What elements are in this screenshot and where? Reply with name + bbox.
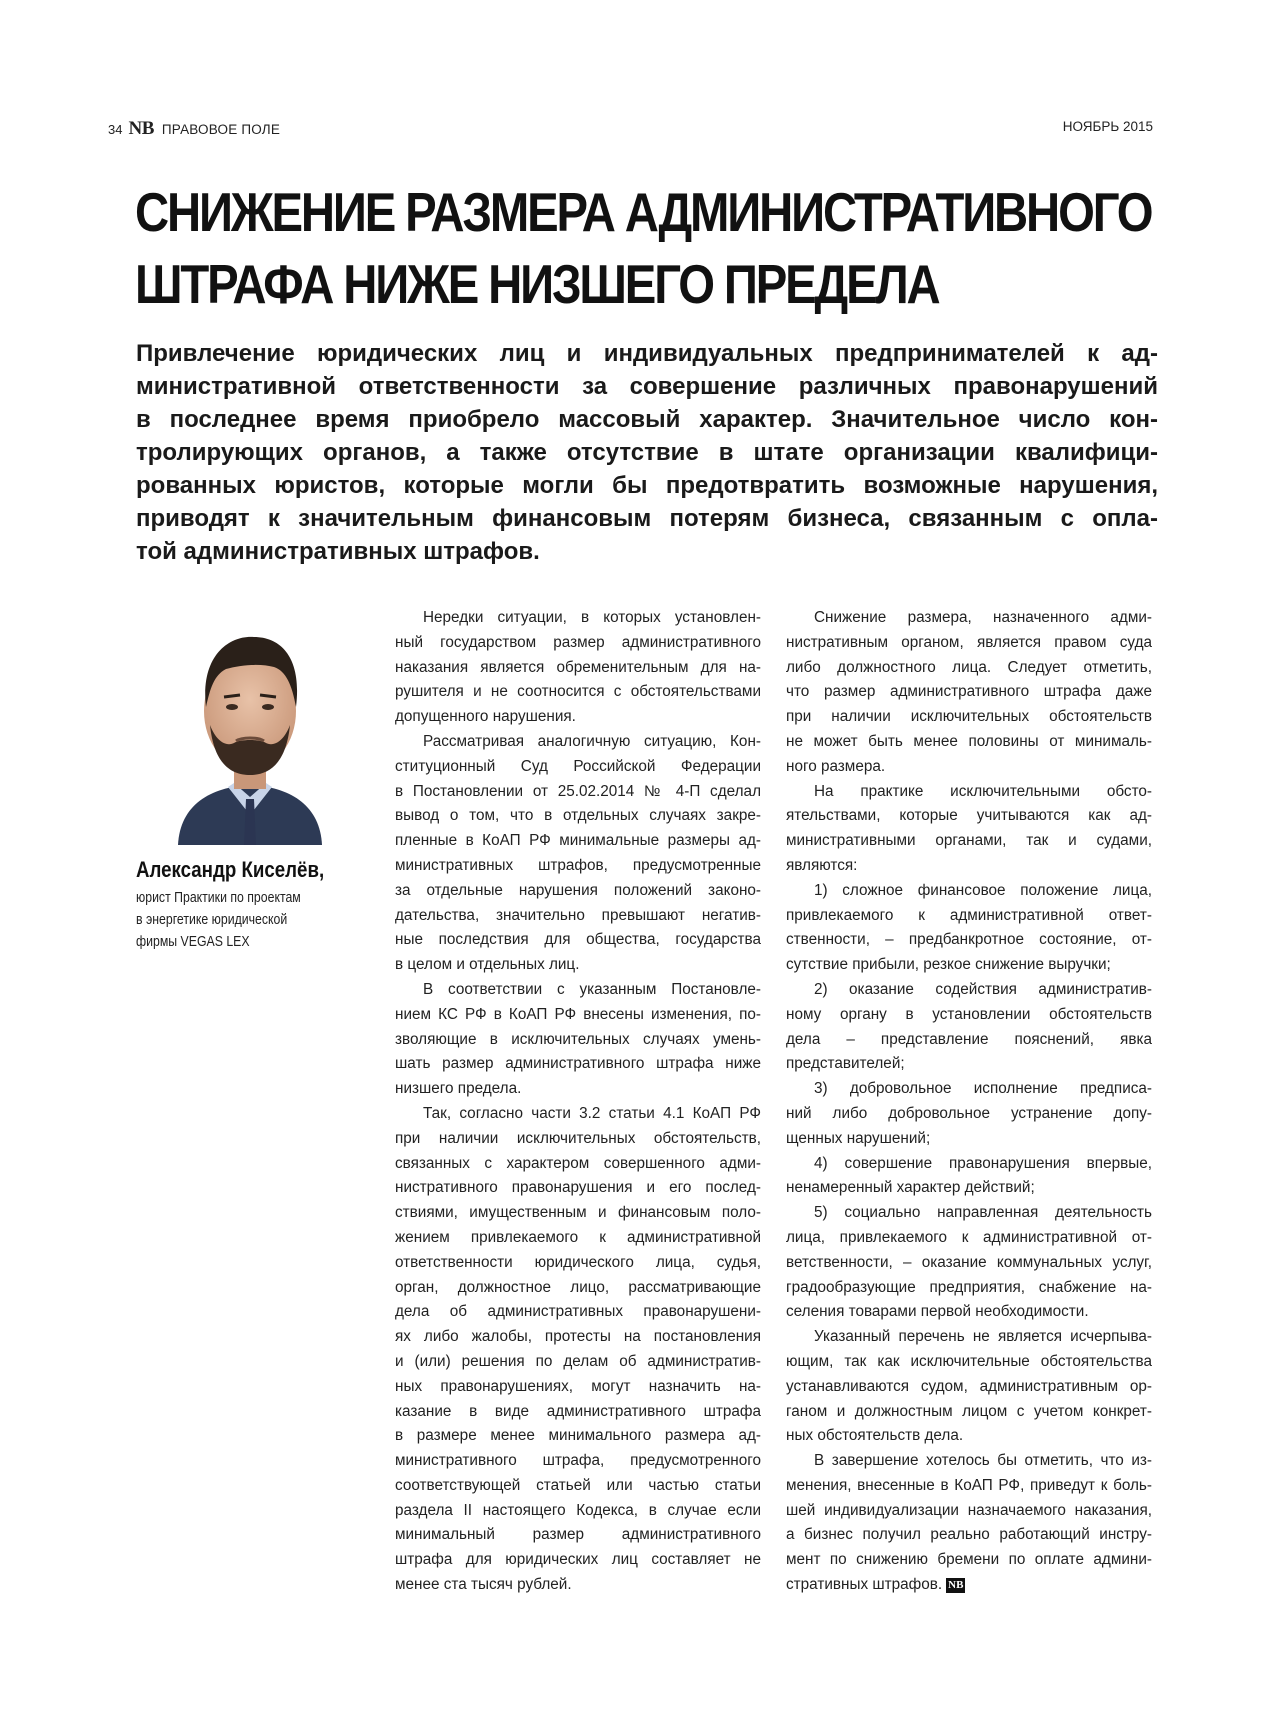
body-line: в Постановлении от 25.02.2014 № 4-П сделал	[395, 782, 761, 800]
body-line: ганом и должностным лицом с учетом конкрет-	[786, 1402, 1152, 1420]
body-line: при наличии исключительных обстоятельств	[786, 708, 1152, 726]
body-line: допущенного нарушения.	[395, 708, 576, 726]
body-line: 4) совершение правонарушения впервые,	[814, 1154, 1152, 1172]
body-line: стративных штрафов. NB	[786, 1576, 964, 1594]
article-lead	[136, 337, 1158, 568]
body-line: при наличии исключительных обстоятельств,	[395, 1129, 761, 1147]
body-line: Так, согласно части 3.2 статьи 4.1 КоАП РФ	[423, 1104, 761, 1122]
issue-date: НОЯБРЬ 2015	[1062, 119, 1153, 134]
body-line: привлекаемого к административной ответ-	[786, 906, 1152, 924]
body-line: ствиями, имущественным и финансовым поло-	[395, 1204, 761, 1222]
author-role-line: юрист Практики по проектам	[136, 889, 301, 906]
body-line: менения, внесенные в КоАП РФ, приведут к боль-	[786, 1476, 1152, 1494]
article-title	[135, 176, 1152, 320]
body-line: что размер административного штрафа даже	[786, 683, 1152, 701]
body-line: а бизнес получил реально работающий инстру-	[786, 1526, 1152, 1544]
body-line: ному органу в установлении обстоятельств	[786, 1005, 1152, 1023]
body-line: либо должностного лица. Следует отметить,	[786, 658, 1152, 676]
body-line: ний либо добровольное устранение допу-	[786, 1104, 1152, 1122]
body-line: ответственности юридического лица, судья,	[395, 1253, 761, 1271]
title-line: СНИЖЕНИЕ РАЗМЕРА АДМИНИСТРАТИВНОГО	[135, 181, 1152, 243]
body-line: раздела II настоящего Кодекса, в случае если	[395, 1501, 761, 1519]
body-line: ный государством размер административного	[395, 633, 761, 651]
body-column-1	[395, 606, 761, 1598]
body-line: казание в виде административного штрафа	[395, 1402, 761, 1420]
body-line: дательства, значительно превышают негатив-	[395, 906, 761, 924]
body-line: ных обстоятельств дела.	[786, 1427, 964, 1445]
end-of-article-mark: NB	[948, 1579, 964, 1592]
nb-logo: NB	[128, 118, 154, 139]
lead-line: тролирующих органов, а также отсутствие в штате организации квалифици-	[136, 439, 1158, 466]
body-line: нистративным органом, является правом суда	[786, 633, 1152, 651]
author-role-line: фирмы VEGAS LEX	[136, 933, 250, 950]
body-line: ющим, так как исключительные обстоятельства	[786, 1352, 1152, 1370]
page-header	[108, 118, 1153, 138]
body-line: градообразующие предприятия, снабжение на-	[786, 1278, 1152, 1296]
body-line: 1) сложное финансовое положение лица,	[814, 881, 1152, 899]
body-line: ветственности, – оказание коммунальных услуг,	[786, 1253, 1152, 1271]
body-line: наказания является обременительным для на-	[395, 658, 761, 676]
body-line: зволяющие в исключительных случаях умень-	[395, 1030, 761, 1048]
body-line: министративных штрафов, предусмотренные	[395, 856, 761, 874]
body-line: вывод о том, что в отдельных случаях закре-	[395, 807, 761, 825]
body-line: щенных нарушений;	[786, 1129, 931, 1147]
body-line: 3) добровольное исполнение предписа-	[814, 1080, 1152, 1098]
header-left	[108, 118, 280, 140]
body-line: мент по снижению бремени по оплате админи-	[786, 1551, 1152, 1569]
body-line: нистративного правонарушения и его послед-	[395, 1179, 761, 1197]
lead-line: той административных штрафов.	[136, 538, 540, 565]
body-line: шать размер административного штрафа ниже	[395, 1055, 761, 1073]
body-line: ных правонарушениях, могут назначить на-	[395, 1377, 761, 1395]
body-line: дела – представление пояснений, явка	[786, 1030, 1152, 1048]
body-line: В завершение хотелось бы отметить, что из-	[814, 1452, 1152, 1470]
body-line: Снижение размера, назначенного адми-	[814, 609, 1152, 626]
body-line: менее ста тысяч рублей.	[395, 1576, 572, 1594]
body-line: ненамеренный характер действий;	[786, 1179, 1035, 1197]
body-line: орган, должностное лицо, рассматривающие	[395, 1278, 761, 1296]
body-line: дела об административных правонарушени-	[395, 1303, 761, 1321]
body-line: за отдельные нарушения положений законо-	[395, 881, 761, 899]
lead-line: в последнее время приобрело массовый характер. Значительное число кон-	[136, 406, 1158, 433]
body-line: ституционный Суд Российской Федерации	[395, 757, 761, 775]
body-line: Нередки ситуации, в которых установлен-	[423, 609, 761, 626]
body-line: не может быть менее половины от минималь-	[786, 732, 1152, 750]
body-line: 5) социально направленная деятельность	[814, 1204, 1152, 1222]
body-line: сутствие прибыли, резкое снижение выручки;	[786, 956, 1111, 974]
body-line: рушителя и не соотносится с обстоятельствами	[395, 683, 761, 701]
page-number: 34	[108, 122, 123, 137]
body-line: и (или) решения по делам об административ-	[395, 1352, 761, 1370]
body-line: селения товарами первой необходимости.	[786, 1303, 1089, 1321]
body-line: В соответствии с указанным Постановле-	[423, 980, 761, 998]
author-role	[136, 887, 349, 953]
section-title: ПРАВОВОЕ ПОЛЕ	[161, 122, 281, 137]
body-line: 2) оказание содействия административ-	[814, 980, 1152, 998]
body-line: соответствующей статьей или частью статьи	[395, 1476, 761, 1494]
body-line: представителей;	[786, 1055, 905, 1073]
body-line: минимальный размер административного	[395, 1526, 761, 1544]
body-line: устанавливаются судом, административным ор-	[786, 1377, 1152, 1395]
body-line: министративными органами, так и судами,	[786, 832, 1152, 850]
body-column-2	[786, 606, 1152, 1598]
body-line: являются:	[786, 856, 858, 874]
title-line: ШТРАФА НИЖЕ НИЗШЕГО ПРЕДЕЛА	[135, 253, 939, 315]
body-line: штрафа для юридических лиц составляет не	[395, 1551, 761, 1569]
body-line: низшего предела.	[395, 1080, 522, 1098]
lead-line: рованных юристов, которые могли бы предотвратить возможные нарушения,	[136, 472, 1158, 499]
body-line: шей индивидуализации назначаемого наказания,	[786, 1501, 1152, 1519]
lead-line: министративной ответственности за совершение различных правонарушений	[136, 373, 1158, 400]
body-line: ях либо жалобы, протесты на постановления	[395, 1328, 761, 1346]
body-line: нием КС РФ в КоАП РФ внесены изменения, по-	[395, 1005, 761, 1023]
author-role-line: в энергетике юридической	[136, 911, 288, 928]
body-line: связанных с характером совершенного адми-	[395, 1154, 761, 1172]
body-line: На практике исключительными обсто-	[814, 782, 1152, 800]
body-line: лица, привлекаемого к административной от-	[786, 1228, 1152, 1246]
body-line: пленные в КоАП РФ минимальные размеры ад-	[395, 832, 761, 850]
lead-line: приводят к значительным финансовым потерям бизнеса, связанным с опла-	[136, 505, 1158, 532]
body-line: ственности, – предбанкротное состояние, от-	[786, 931, 1152, 949]
body-line: ного размера.	[786, 757, 886, 775]
body-line: Указанный перечень не является исчерпыва-	[814, 1328, 1152, 1346]
lead-line: Привлечение юридических лиц и индивидуальных предпринимателей к ад-	[136, 340, 1158, 367]
body-line: ные последствия для общества, государства	[395, 931, 761, 949]
body-line: Рассматривая аналогичную ситуацию, Кон-	[423, 732, 761, 750]
body-line: в размере менее минимального размера ад-	[395, 1427, 761, 1445]
body-line: жением привлекаемого к административной	[395, 1228, 761, 1246]
body-line: в целом и отдельных лиц.	[395, 956, 580, 974]
body-line: министративного штрафа, предусмотренного	[395, 1452, 761, 1470]
author-photo	[170, 615, 330, 845]
body-line: ятельствами, которые учитываются как ад-	[786, 807, 1152, 825]
author-name: Александр Киселёв,	[136, 857, 325, 882]
